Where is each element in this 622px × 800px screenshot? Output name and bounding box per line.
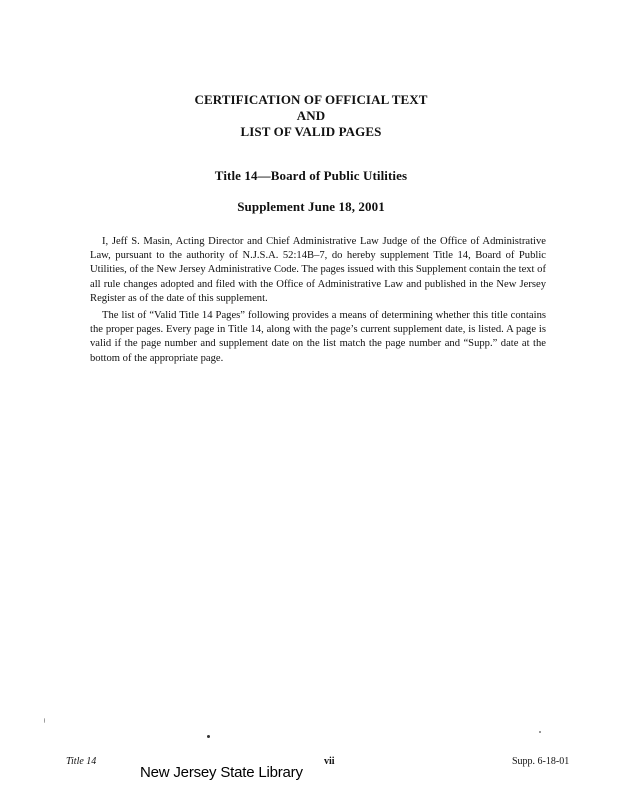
certification-line-1: CERTIFICATION OF OFFICIAL TEXT: [194, 92, 428, 107]
library-stamp: New Jersey State Library: [140, 764, 303, 781]
footer-supplement-date: Supp. 6-18-01: [512, 756, 570, 767]
certification-heading: [0, 92, 622, 140]
scan-speck: [44, 718, 45, 723]
scan-speck: [539, 731, 541, 733]
supplement-heading: Supplement June 18, 2001: [237, 199, 385, 214]
footer-title: Title 14: [66, 756, 97, 767]
footer-page-number: vii: [324, 756, 335, 767]
certification-line-2: AND: [296, 108, 326, 123]
scan-speck: [207, 735, 210, 738]
certification-paragraph: I, Jeff S. Masin, Acting Director and Chief Administrative Law Judge of the Office of Administrative Law, pursuant to the authority of N.J.S.A. 52:14B–7, do hereby supplement Title 14, Board of Public Utilities, of the New Jersey Administrative Code. The pages issued with this Supplement contain the text of all rule changes adopted and filed with the Office of Administrative Law and published in the New Jersey Register as of the date of this supplement.: [90, 236, 546, 304]
valid-pages-paragraph: The list of “Valid Title 14 Pages” following provides a means of determining whether this title contains the proper pages. Every page in Title 14, along with the page’s current supplement date, is listed. A page is valid if the page number and supplement date on the list match the page number and “Supp.” date at the bottom of the appropriate page.: [90, 310, 546, 364]
certification-line-3: LIST OF VALID PAGES: [240, 124, 382, 139]
title-heading: Title 14—Board of Public Utilities: [214, 168, 408, 183]
